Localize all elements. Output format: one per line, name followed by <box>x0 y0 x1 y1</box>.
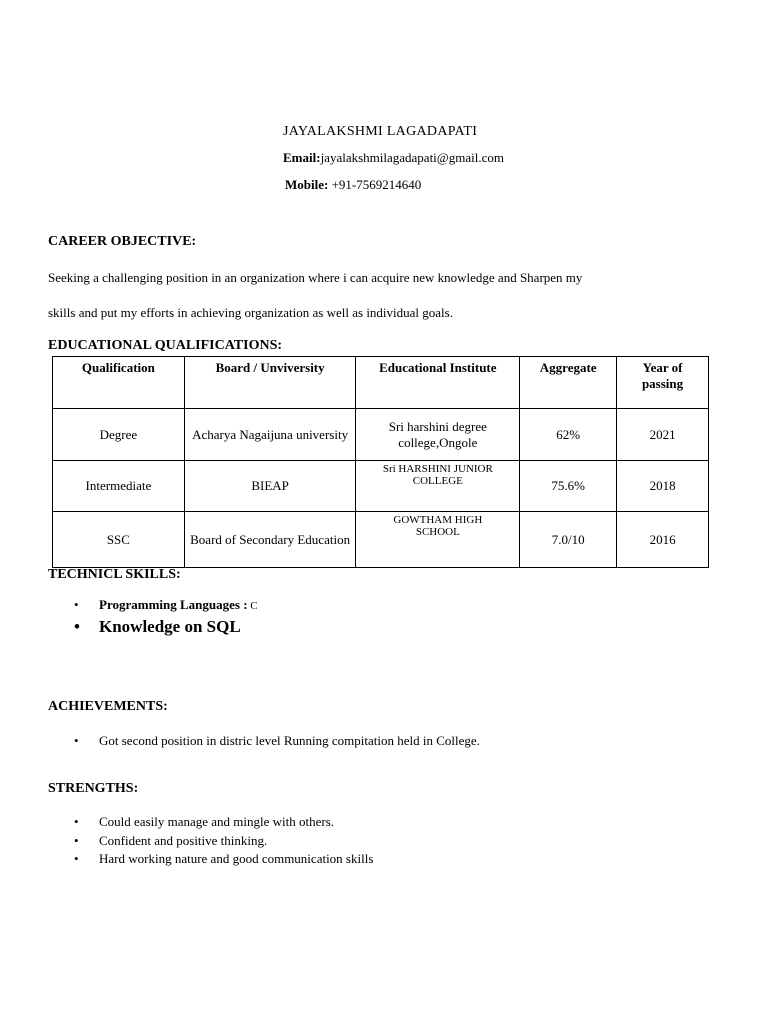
column-header: Board / Unviversity <box>184 357 356 409</box>
list-item: • Could easily manage and mingle with others. <box>74 813 373 832</box>
table-cell: Acharya Nagaijuna university <box>184 409 356 461</box>
email-value: jayalakshmilagadapati@gmail.com <box>320 150 505 165</box>
table-cell: Sri harshini degree college,Ongole <box>356 409 520 461</box>
table-cell: Sri HARSHINI JUNIOR COLLEGE <box>356 461 520 512</box>
table-cell: 2021 <box>617 409 709 461</box>
list-item: • Got second position in distric level Running compitation held in College. <box>74 733 480 749</box>
list-item: • Hard working nature and good communication skills <box>74 850 373 869</box>
education-table <box>52 356 709 568</box>
column-header: Qualification <box>53 357 185 409</box>
mobile-line <box>285 177 421 193</box>
table-cell: 75.6% <box>520 461 617 512</box>
table-cell: 2016 <box>617 512 709 568</box>
table-cell: BIEAP <box>184 461 356 512</box>
table-header-row <box>53 357 709 409</box>
strengths-heading: STRENGTHS: <box>48 781 139 796</box>
candidate-name: JAYALAKSHMI LAGADAPATI <box>283 124 478 139</box>
table-cell: 2018 <box>617 461 709 512</box>
table-cell: Degree <box>53 409 185 461</box>
table-cell: GOWTHAM HIGH SCHOOL <box>356 512 520 568</box>
column-header: Educational Institute <box>356 357 520 409</box>
table-row <box>53 461 709 512</box>
career-objective-heading: CAREER OBJECTIVE: <box>48 234 197 249</box>
career-objective-line-1: Seeking a challenging position in an organization where i can acquire new knowledge and Sharpen my <box>48 270 583 285</box>
table-cell: Intermediate <box>53 461 185 512</box>
table-cell: Board of Secondary Education <box>184 512 356 568</box>
table-cell: 62% <box>520 409 617 461</box>
technical-skills-heading: TECHNICL SKILLS: <box>48 567 181 582</box>
strengths-list <box>74 813 373 869</box>
table-cell: 7.0/10 <box>520 512 617 568</box>
column-header: Year of passing <box>617 357 709 409</box>
skills-list <box>74 597 258 637</box>
skill-value: C <box>247 600 258 612</box>
email-line <box>283 150 504 166</box>
achievements-heading: ACHIEVEMENTS: <box>48 699 168 714</box>
table-row <box>53 409 709 461</box>
mobile-label: Mobile: <box>285 177 329 192</box>
list-item <box>74 597 258 617</box>
list-item: • Confident and positive thinking. <box>74 832 373 851</box>
education-heading: EDUCATIONAL QUALIFICATIONS: <box>48 338 283 353</box>
achievements-list <box>74 733 480 749</box>
list-item: • Knowledge on SQL <box>74 617 258 637</box>
table-cell: SSC <box>53 512 185 568</box>
email-label: Email: <box>283 150 321 165</box>
career-objective-line-2: skills and put my efforts in achieving organization as well as individual goals. <box>48 305 453 320</box>
skill-label: Programming Languages : <box>99 597 248 612</box>
column-header: Aggregate <box>520 357 617 409</box>
table-row <box>53 512 709 568</box>
mobile-value: +91-7569214640 <box>328 177 422 192</box>
